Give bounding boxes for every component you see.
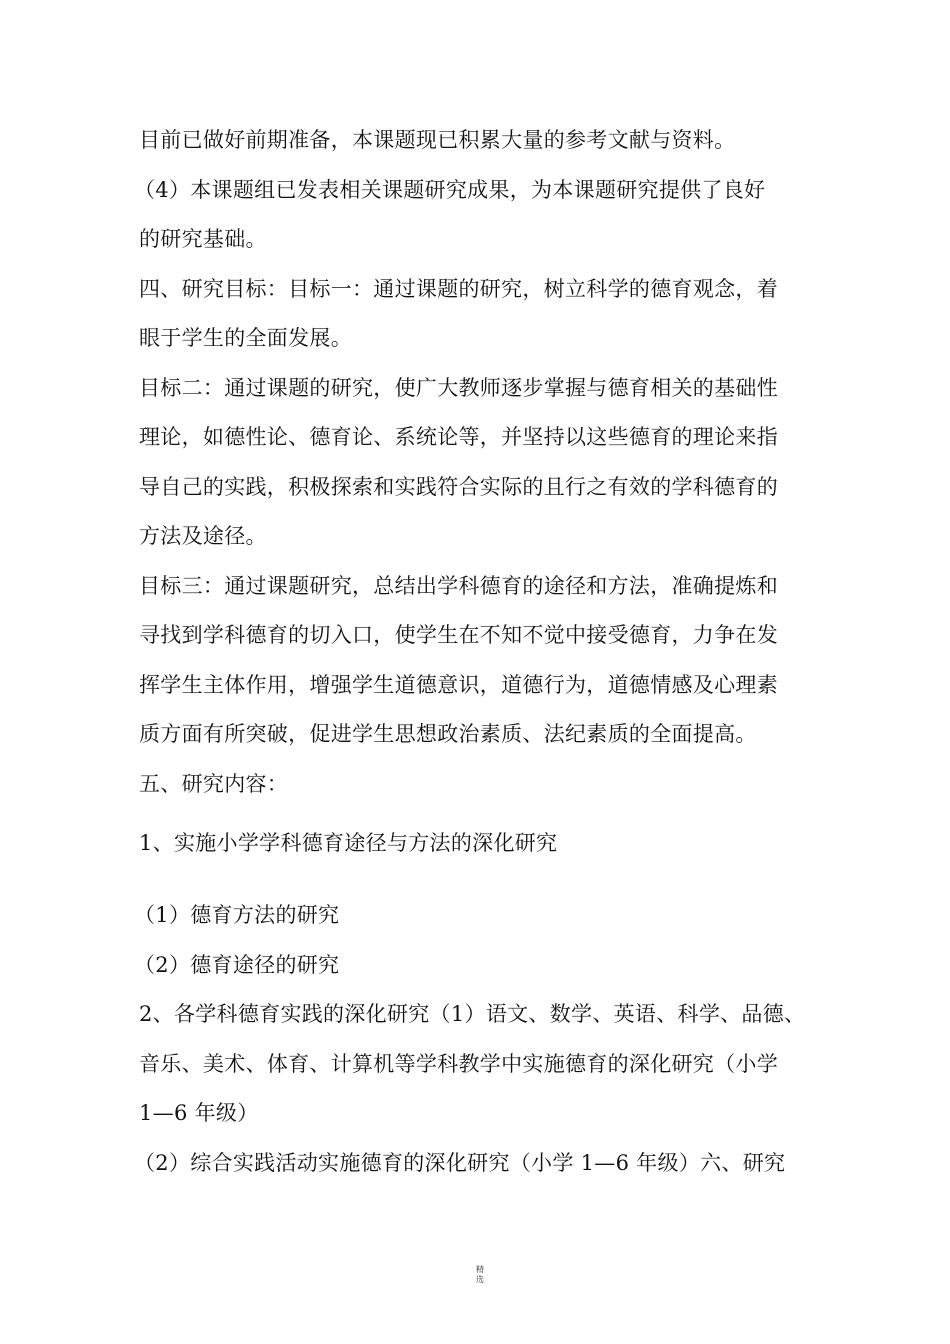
text-line-18: 2、各学科德育实践的深化研究（1）语文、数学、英语、科学、品德、	[139, 1002, 806, 1026]
footer-char-2: 选	[476, 1275, 484, 1284]
text-line-12: 挥学生主体作用，增强学生道德意识，道德行为，道德情感及心理素	[139, 673, 778, 697]
page-footer	[465, 1265, 495, 1285]
text-line-20: 1—6 年级）	[139, 1101, 259, 1125]
text-line-1: 目前已做好前期准备，本课题现已积累大量的参考文献与资料。	[139, 128, 736, 152]
text-line-15: 1、实施小学学科德育途径与方法的深化研究	[139, 831, 558, 855]
text-line-6: 目标二：通过课题的研究，使广大教师逐步掌握与德育相关的基础性	[139, 376, 778, 400]
footer-char-1: 精	[476, 1265, 484, 1274]
section-heading: 五、研究内容：	[139, 772, 289, 796]
text-line-11: 寻找到学科德育的切入口，使学生在不知不觉中接受德育，力争在发	[139, 623, 778, 647]
text-line-13: 质方面有所突破，促进学生思想政治素质、法纪素质的全面提高。	[139, 722, 757, 746]
text-line-2: （4）本课题组已发表相关课题研究成果，为本课题研究提供了良好	[134, 178, 766, 202]
text-line-16: （1）德育方法的研究	[134, 903, 340, 927]
text-line-4: 四、研究目标：目标一：通过课题的研究，树立科学的德育观念，着	[139, 277, 778, 301]
text-line-5: 眼于学生的全面发展。	[139, 326, 352, 350]
text-line-19: 音乐、美术、体育、计算机等学科教学中实施德育的深化研究（小学	[139, 1052, 778, 1076]
text-line-9: 方法及途径。	[139, 524, 267, 548]
text-line-3: 的研究基础。	[139, 227, 267, 251]
text-line-7: 理论，如德性论、德育论、系统论等，并坚持以这些德育的理论来指	[139, 425, 778, 449]
text-line-21: （2）综合实践活动实施德育的深化研究（小学 1—6 年级）六、研究	[134, 1151, 786, 1175]
text-line-10: 目标三：通过课题研究，总结出学科德育的途径和方法，准确提炼和	[139, 574, 778, 598]
text-line-17: （2）德育途径的研究	[134, 953, 340, 977]
text-line-8: 导自己的实践，积极探索和实践符合实际的且行之有效的学科德育的	[139, 475, 778, 499]
